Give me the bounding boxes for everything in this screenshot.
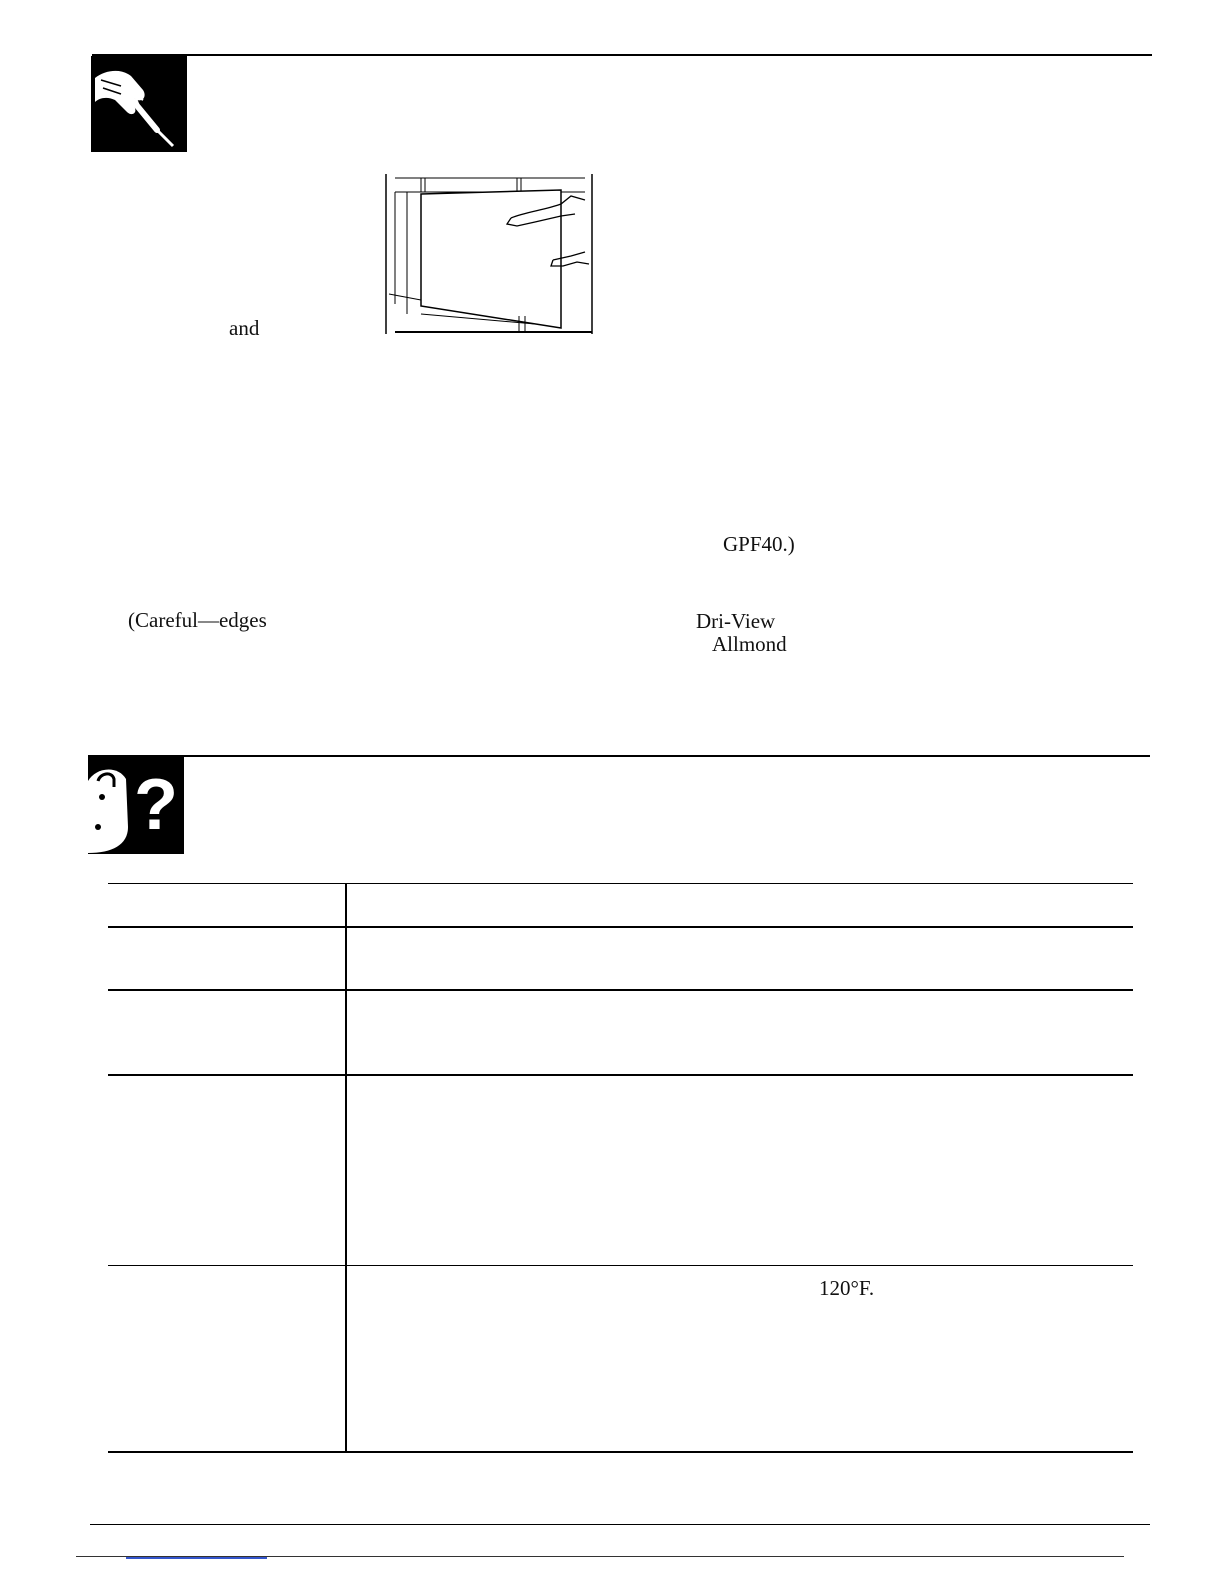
door-panel-removal-illustration	[385, 174, 593, 334]
table-rule-header	[108, 926, 1133, 928]
question-mark-icon	[88, 757, 184, 854]
footer-link-bar	[126, 1557, 267, 1559]
table-rule-row-3	[108, 1265, 1133, 1266]
troubleshooting-section-rule	[88, 755, 1150, 757]
text-fragment-gpf40: GPF40.)	[723, 532, 795, 556]
top-section-rule	[92, 54, 1152, 56]
table-column-divider	[345, 883, 347, 1453]
text-fragment-120f: 120°F.	[819, 1276, 875, 1300]
text-fragment-careful-edges: (Careful—edges	[128, 608, 267, 632]
text-fragment-allmond: Allmond	[712, 632, 787, 656]
table-rule-bottom	[108, 1451, 1133, 1453]
hand-screwdriver-icon	[91, 56, 187, 152]
table-rule-row-1	[108, 989, 1133, 991]
table-rule-top	[108, 883, 1133, 884]
footer-rule	[90, 1524, 1150, 1525]
text-fragment-and: and	[229, 316, 260, 340]
table-rule-row-2	[108, 1074, 1133, 1076]
svg-text:?: ?	[134, 765, 178, 845]
text-fragment-dri-view: Dri-View	[696, 609, 776, 633]
